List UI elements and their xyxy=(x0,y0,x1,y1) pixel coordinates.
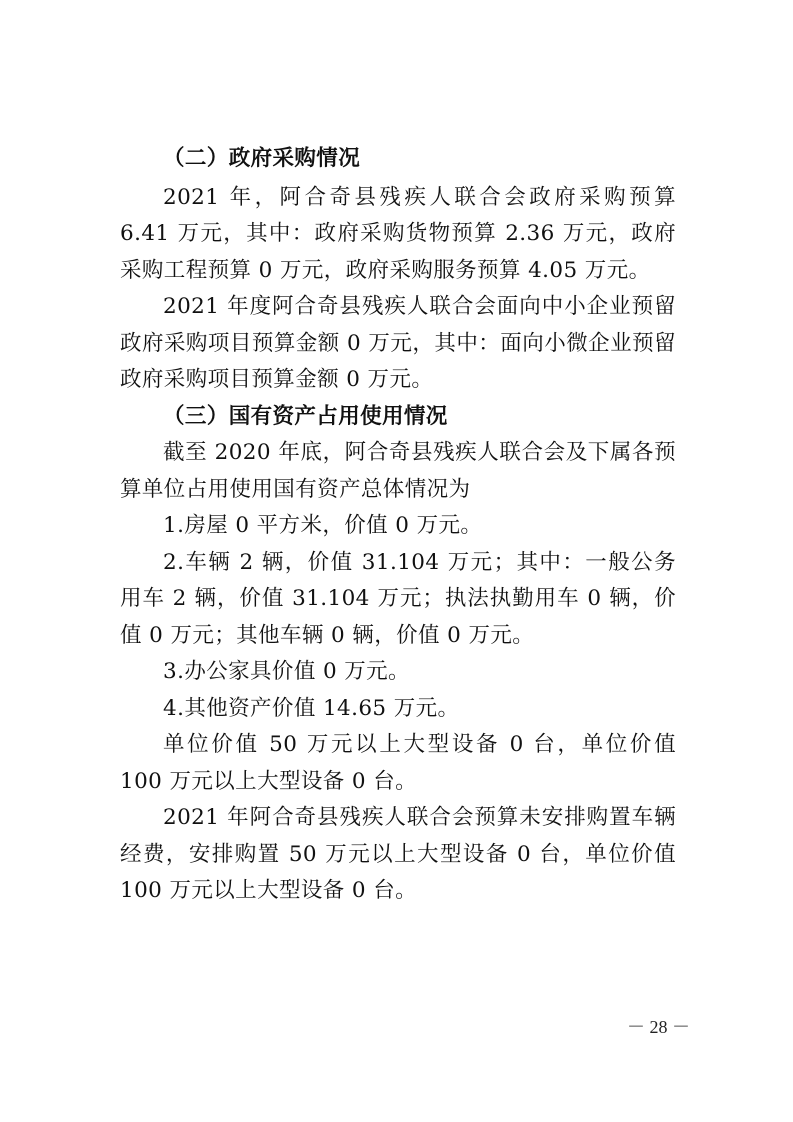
assets-other-item: 4.其他资产价值 14.65 万元。 xyxy=(163,695,460,721)
sme-reserved-paragraph: 2021 年度阿合奇县残疾人联合会面向中小企业预留政府采购项目预算金额 0 万元，其中：面向小微企业预留政府采购项目预算金额 0 万元。 xyxy=(120,294,676,392)
assets-vehicles-item: 2.车辆 2 辆，价值 31.104 万元；其中：一般公务用车 2 辆，价值 31.104 万元；执法执勤用车 0 辆，价值 0 万元；其他车辆 0 辆，价值 0 万元。 xyxy=(120,549,676,648)
page-content xyxy=(120,141,676,910)
page-number: － 28 － xyxy=(627,1017,690,1037)
section-heading-procurement: （二）政府采购情况 xyxy=(163,146,361,171)
section-heading-assets: （三）国有资产占用使用情况 xyxy=(163,403,448,429)
assets-housing-item: 1.房屋 0 平方米，价值 0 万元。 xyxy=(163,513,483,538)
large-equipment-paragraph: 单位价值 50 万元以上大型设备 0 台，单位价值 100 万元以上大型设备 0 台。 xyxy=(120,732,676,794)
vehicle-purchase-paragraph: 2021 年阿合奇县残疾人联合会预算未安排购置车辆经费，安排购置 50 万元以上大型设备 0 台，单位价值 100 万元以上大型设备 0 台。 xyxy=(120,805,676,903)
assets-furniture-item: 3.办公家具价值 0 万元。 xyxy=(163,659,410,684)
assets-overview-paragraph: 截至 2020 年底，阿合奇县残疾人联合会及下属各预算单位占用使用国有资产总体情况为 xyxy=(120,440,676,502)
procurement-budget-paragraph: 2021 年，阿合奇县残疾人联合会政府采购预算 6.41 万元，其中：政府采购货物预算 2.36 万元，政府采购工程预算 0 万元，政府采购服务预算 4.05 万元。 xyxy=(120,184,676,283)
